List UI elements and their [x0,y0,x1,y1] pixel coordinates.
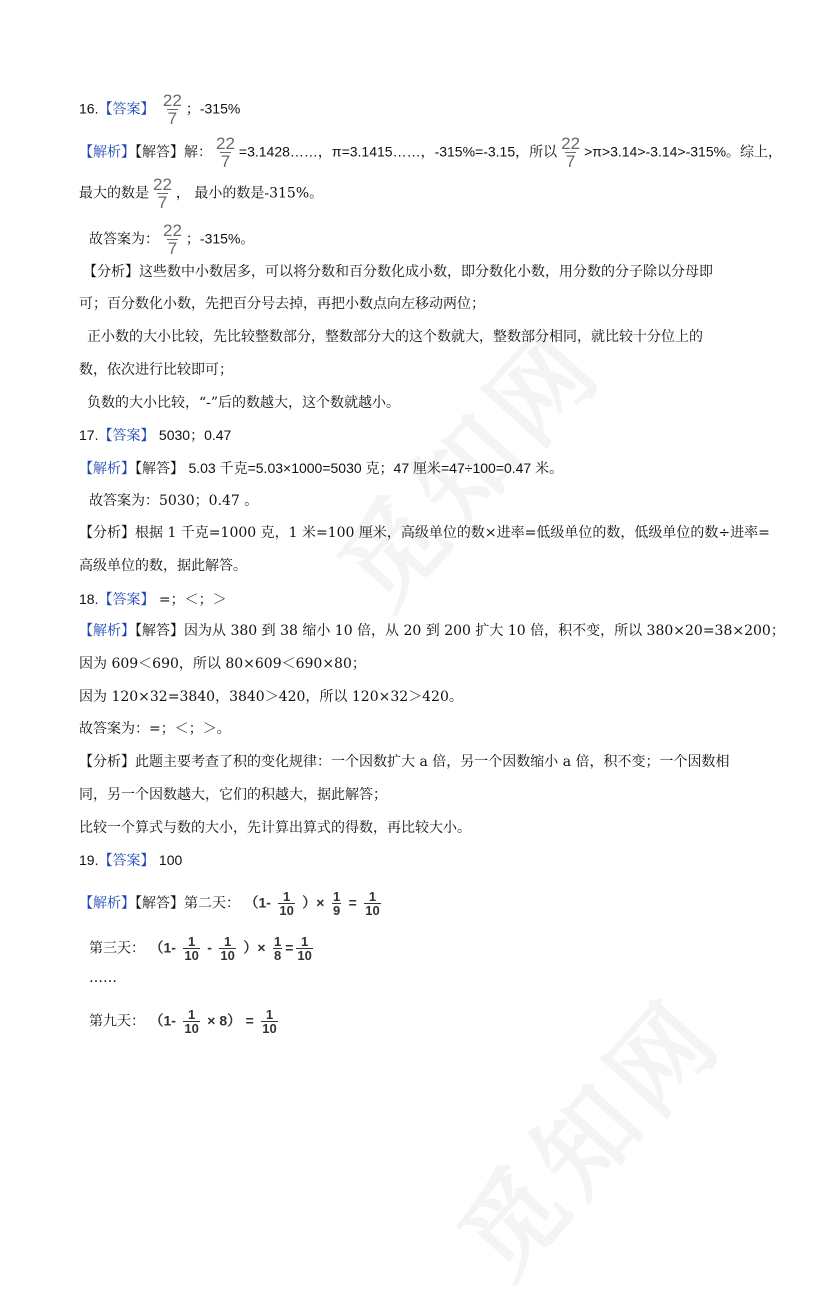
solve-tag: 【解答】 [135,623,184,639]
fraction-1-9: $\frac{1}{9}$ [332,889,341,918]
q16-fenxi-5: 负数的大小比较，“-”后的数越大，这个数就越小。 [87,395,401,411]
q16-fenxi-4: 数，依次进行比较即可； [79,362,233,378]
solve-tag: 【解答】 [135,144,184,161]
q17-answer-line: 17.【答案】 5030；0.47 [79,427,232,444]
q19-ellipsis: …… [89,970,117,986]
q16-number: 16. [79,100,99,117]
solve-tag: 【解答】 [135,461,184,477]
analysis-tag: 【解析】 [79,623,135,639]
q18-answer: =；＜；＞ [158,592,227,608]
fraction-1-10: $\frac{1}{10}$ [365,889,380,918]
q16-final: 故答案为： $\frac{22}{7}$ ；-315%。 [89,221,255,258]
fraction-1-8: $\frac{1}{8}$ [273,934,282,963]
solve-tag: 【解答】 [135,895,184,912]
q18-fenxi-1: 【分析】此题主要考查了积的变化规律：一个因数扩大 a 倍，另一个因数缩小 a 倍，积不变；一个因数相 [79,754,730,770]
fraction-22-7: $\frac{22}{7}$ [163,221,182,258]
fenxi-tag: 【分析】 [79,525,135,541]
fraction-1-10: $\frac{1}{10}$ [297,934,312,963]
q16-answer-line [79,92,240,127]
fraction-22-7: $\frac{22}{7}$ [216,134,235,171]
q18-final: 故答案为：=；＜；＞。 [79,721,231,737]
q19-answer: 100 [158,852,183,868]
fenxi-tag: 【分析】 [83,264,139,280]
q18-solve-1: 【解析】【解答】因为从 380 到 38 缩小 10 倍，从 20 到 200 扩大 10 倍，积不变，所以 380×20=38×200； [79,623,785,639]
analysis-tag: 【解析】 [79,461,135,477]
answer-tag: 【答案】 [98,853,155,869]
fraction-1-10: $\frac{1}{10}$ [279,889,294,918]
q16-fenxi-2: 可；百分数化小数，先把百分号去掉，再把小数点向左移动两位； [79,296,485,312]
q19-day2: 【解析】【解答】第二天： （1- $\frac{1}{10}$ ）× $\frac{1}{9}$ = $\frac{1}{10}$ [79,889,380,918]
answer-tag: 【答案】 [98,592,155,608]
q19-answer-line: 19.【答案】 100 [79,852,183,869]
fraction-22-7: $\frac{22}{7}$ [561,134,581,171]
fenxi-tag: 【分析】 [79,754,135,770]
fraction-1-10: $\frac{1}{10}$ [184,1007,199,1036]
fraction-22-7: $\frac{22}{7}$ [153,175,172,212]
q16-fenxi-3: 正小数的大小比较，先比较整数部分，整数部分大的这个数就大，整数部分相同，就比较十分位上的 [87,329,703,345]
fraction-22-7: $\frac{22}{7}$ [162,91,182,128]
q18-answer-line: 18.【答案】 =；＜；＞ [79,591,227,608]
q16-solve-line2: 最大的数是 $\frac{22}{7}$ ， 最小的数是-315%。 [79,175,324,212]
fraction-1-10: $\frac{1}{10}$ [262,1007,277,1036]
watermark [421,961,749,1303]
q18-solve-2: 因为 609＜690，所以 80×609＜690×80； [79,656,366,672]
q16-solve-line: 【解析】【解答】解： $\frac{22}{7}$ =3.1428……，π=3.1415……，-315%=-3.15，所以 $\frac{22}{7}$ >π>3.14>-3.14>-315%。综上， [79,134,783,171]
q17-solve-line: 【解析】【解答】 5.03 千克=5.03×1000=5030 克；47 厘米=47÷100=0.47 米。 [79,460,564,477]
analysis-tag: 【解析】 [79,144,135,161]
q16-fenxi-1: 【分析】这些数中小数居多，可以将分数和百分数化成小数，即分数化小数，用分数的分子除以分母即 [83,264,713,280]
q19-day9: 第九天： （1- $\frac{1}{10}$ × 8） = $\frac{1}{10}$ [89,1007,277,1036]
answer-tag: 【答案】 [98,428,155,444]
q17-final: 故答案为：5030；0.47 。 [89,493,259,509]
q18-fenxi-3: 比较一个算式与数的大小，先计算出算式的得数，再比较大小。 [79,820,471,836]
q19-day3: 第三天： （1- $\frac{1}{10}$ - $\frac{1}{10}$ ）× $\frac{1}{8}$ = $\frac{1}{10}$ [89,934,312,963]
fraction-1-10: $\frac{1}{10}$ [220,934,235,963]
fraction-1-10: $\frac{1}{10}$ [184,934,199,963]
q18-solve-3: 因为 120×32=3840，3840＞420，所以 120×32＞420。 [79,689,463,705]
q17-fenxi-2: 高级单位的数，据此解答。 [79,558,247,574]
analysis-tag: 【解析】 [79,895,135,912]
q16-answer-tail: ；-315% [185,100,241,117]
q18-fenxi-2: 同，另一个因数越大，它们的积越大，据此解答； [79,787,387,803]
answer-tag: 【答案】 [98,101,155,118]
q17-fenxi-1: 【分析】根据 1 千克=1000 克，1 米=100 厘米，高级单位的数×进率=低级单位的数，低级单位的数÷进率= [79,525,770,541]
q17-answer: 5030；0.47 [158,427,232,443]
